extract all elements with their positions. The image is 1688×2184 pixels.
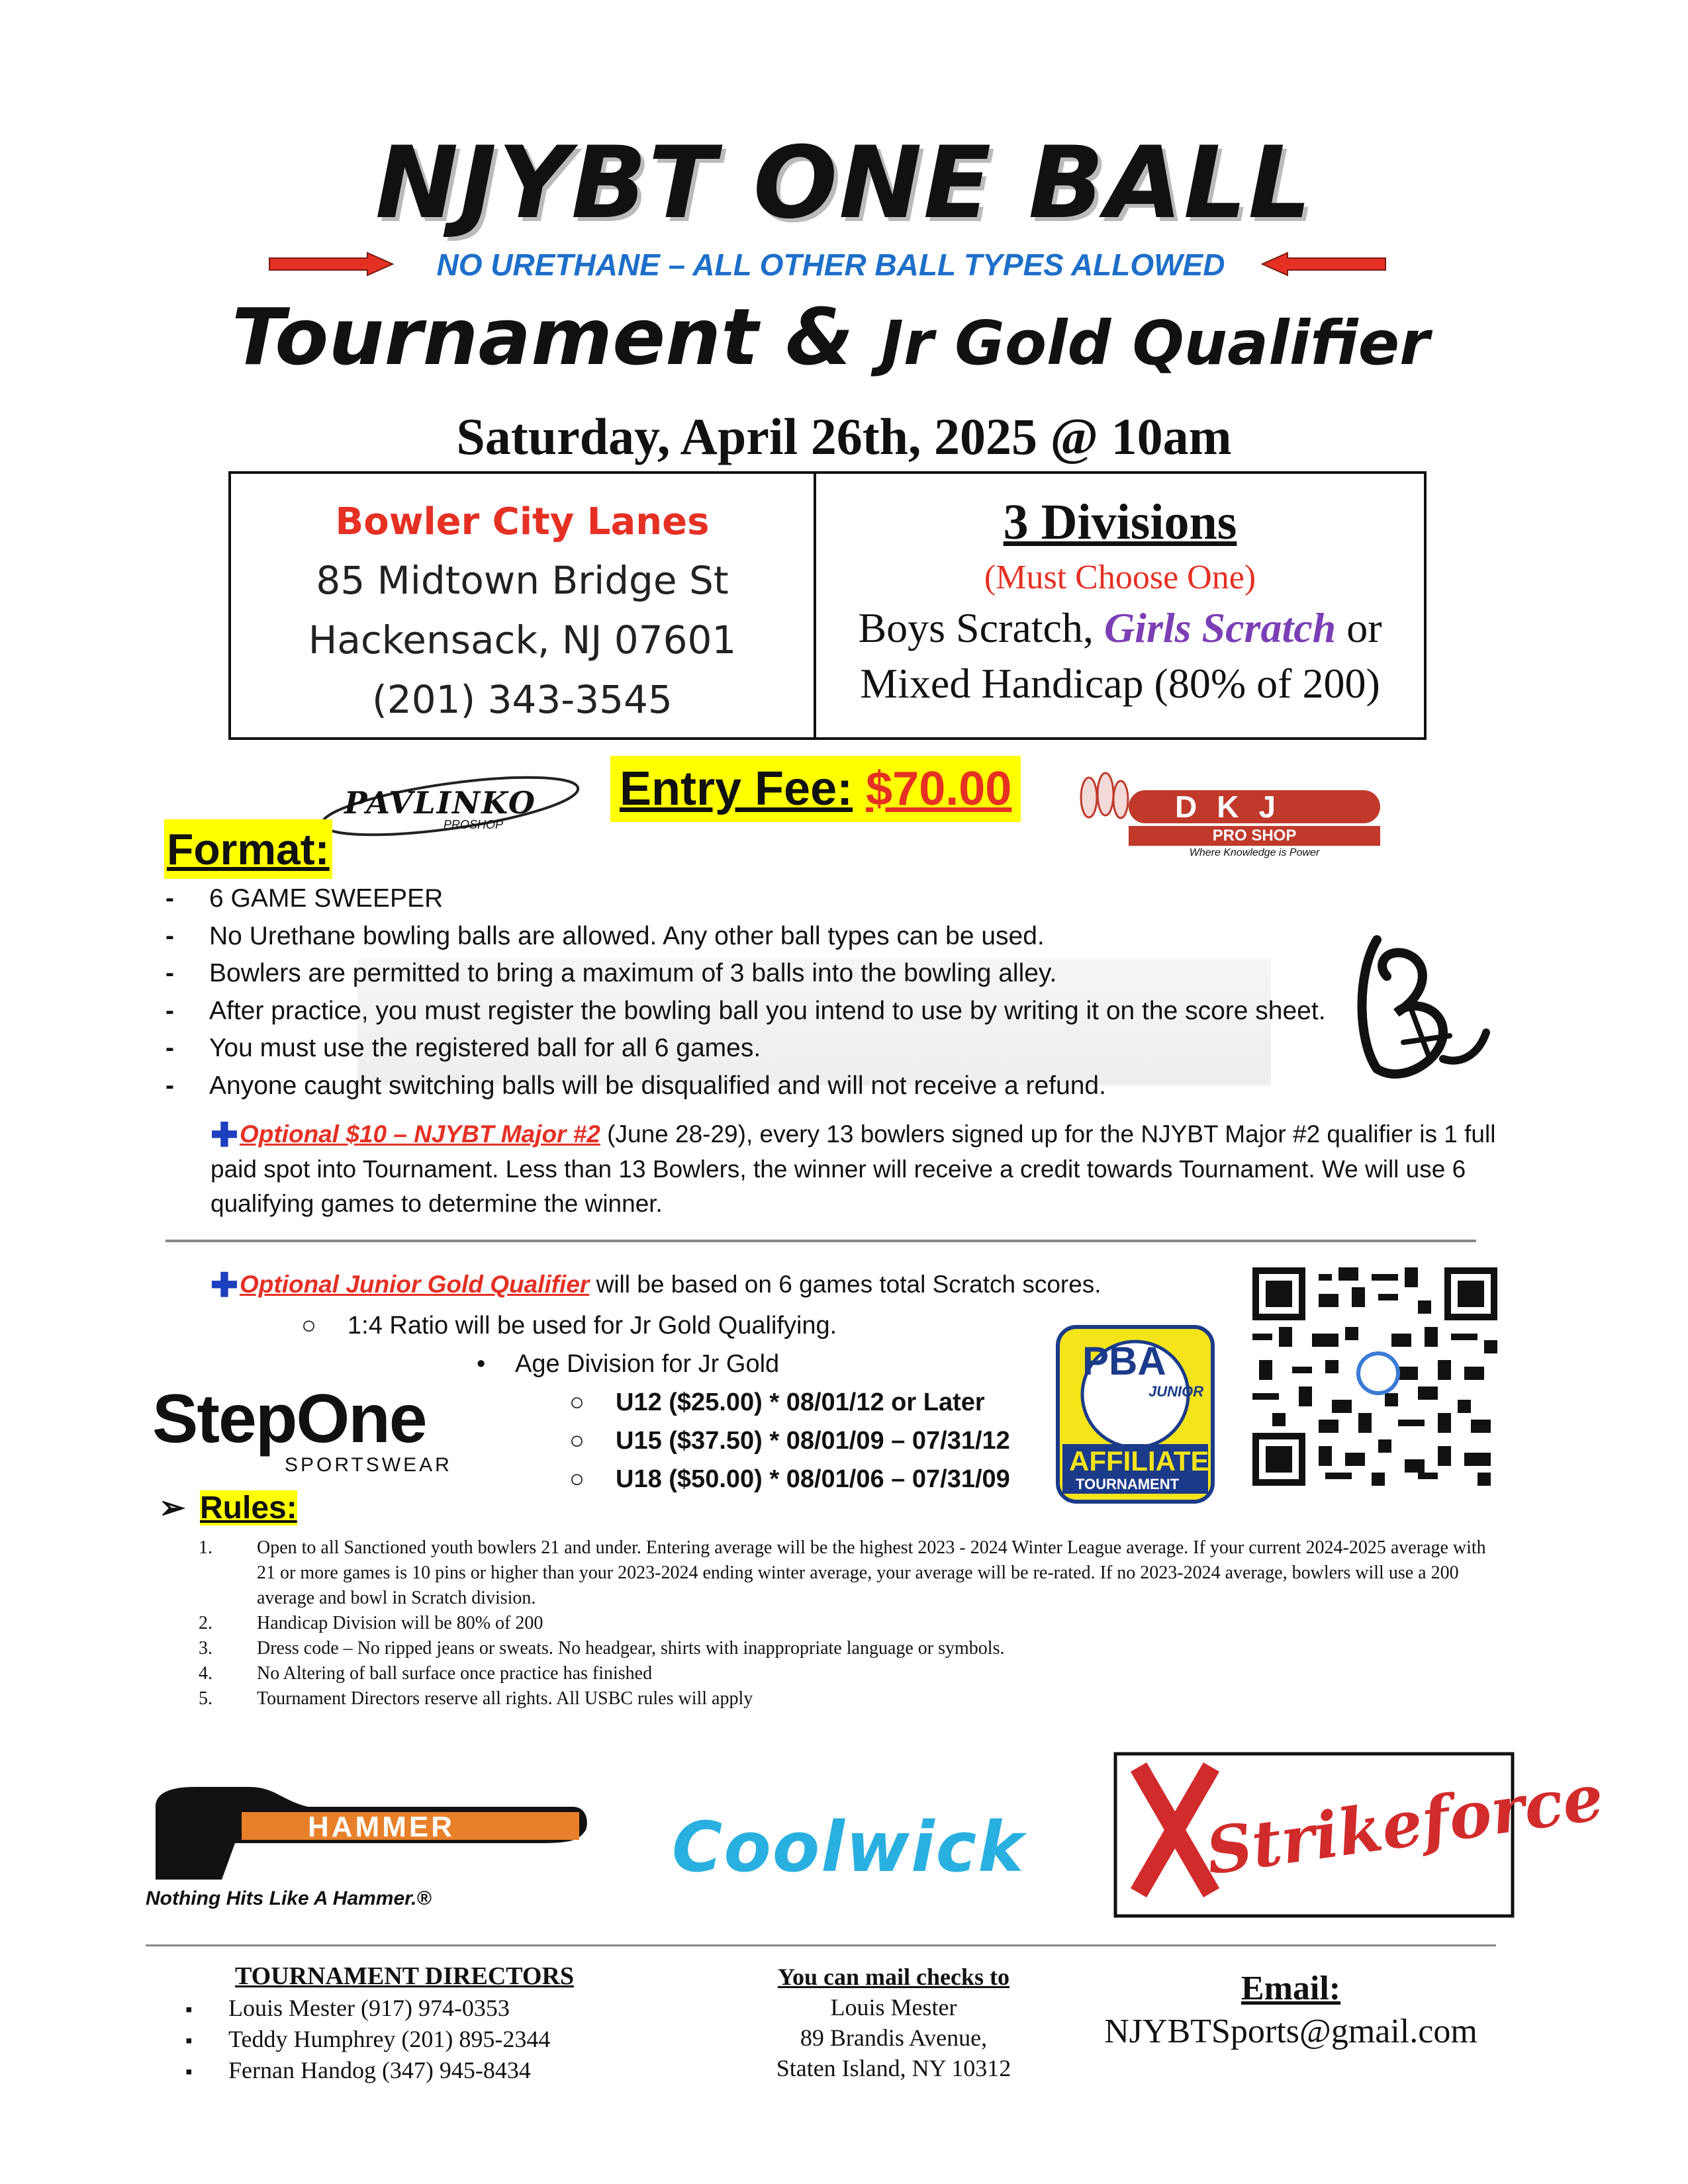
jg-ratio-text: 1:4 Ratio will be used for Jr Gold Qualifying. [348, 1312, 837, 1340]
rule-number: 4. [199, 1663, 212, 1684]
circle-bullet-icon: ○ [569, 1388, 585, 1416]
subtitle: NO URETHANE – ALL OTHER BALL TYPES ALLOWED [436, 248, 1225, 282]
coolwick-logo: Coolwick [672, 1807, 1025, 1888]
jg-age [477, 1345, 779, 1383]
dkj-sub: PRO SHOP [1129, 826, 1380, 846]
rule-text: Tournament Directors reserve all rights. All USBC rules will apply [257, 1688, 753, 1709]
qr-code[interactable] [1252, 1267, 1497, 1486]
entry-fee-label: Entry Fee: [620, 762, 853, 815]
pba-top: PBA [1082, 1339, 1166, 1383]
rule-number: 5. [199, 1688, 212, 1709]
email-heading: Email: [1241, 1970, 1341, 2007]
pba-logo [1056, 1325, 1215, 1504]
venue-panel [231, 474, 816, 737]
optional-jg-text: will be based on 6 games total Scratch scores. [589, 1271, 1102, 1298]
rule-text: No Altering of ball surface once practice has finished [257, 1663, 653, 1684]
mail-name: Louis Mester [830, 1994, 957, 2021]
rule-item [199, 1611, 1489, 1636]
jg-u15-text: U15 ($37.50) * 08/01/09 – 07/31/12 [616, 1427, 1010, 1455]
director-item: ▪ Teddy Humphrey (201) 895-2344 [185, 2025, 550, 2056]
hammer-tag: Nothing Hits Like A Hammer.® [146, 1888, 432, 1909]
rule-text: Handicap Division will be 80% of 200 [257, 1613, 543, 1633]
dkj-text: DKJ [1175, 790, 1296, 824]
format-item: - Bowlers are permitted to bring a maximum of 3 balls into the bowling alley. [165, 955, 1370, 993]
format-heading: Format: [164, 819, 332, 879]
rule-number: 3. [199, 1638, 212, 1659]
jg-ratio [301, 1306, 837, 1345]
pba-affiliate: AFFILIATE [1069, 1445, 1209, 1477]
divisions-panel [816, 474, 1424, 737]
division-mixed: Mixed Handicap (80% of 200) [860, 660, 1380, 707]
b4-logo [1331, 927, 1496, 1092]
event-date: Saturday, April 26th, 2025 @ 10am [456, 408, 1232, 465]
divisions-title: 3 Divisions [1003, 494, 1237, 550]
format-item: - Anyone caught switching balls will be disqualified and will not receive a refund. [165, 1068, 1370, 1105]
rule-number: 1. [199, 1537, 212, 1558]
mail-heading: You can mail checks to [778, 1964, 1009, 1990]
divisions-must: (Must Choose One) [984, 559, 1256, 596]
optional-jg [211, 1267, 1243, 1302]
jg-u15 [569, 1422, 1010, 1460]
jg-u18-text: U18 ($50.00) * 08/01/06 – 07/31/09 [616, 1465, 1010, 1493]
format-item: - After practice, you must register the bowling ball you intend to use by writing it on the score sheet. [165, 993, 1370, 1030]
mail-block [695, 1962, 1092, 2083]
venue-city: Hackensack, NJ 07601 [308, 617, 737, 662]
director-item: ▪ Fernan Handog (347) 945-8434 [185, 2056, 550, 2087]
directors-list [185, 1993, 550, 2087]
qr-code-icon [1252, 1267, 1497, 1486]
pavlinko-sub: PROSHOP [444, 818, 504, 831]
format-list [165, 880, 1370, 1105]
format-item: - 6 GAME SWEEPER [165, 880, 1370, 918]
bowling-pins-icon [1069, 768, 1135, 827]
rule-text: Open to all Sanctioned youth bowlers 21 and under. Entering average will be the highest 2023 - 2024 Winter League average. If your current 2024-2025 average with 21 or more games is 10 pins or higher than your 2023-2024 ending winter average, your average will be re-rated. If no 2023-2024 average, bowlers will use a 200 average and bowl in Scratch division. [257, 1537, 1486, 1608]
circle-bullet-icon: ○ [569, 1465, 585, 1493]
division-girls: Girls Scratch [1103, 604, 1336, 651]
plus-icon: ✚ [211, 1267, 238, 1304]
rules-heading [159, 1489, 297, 1526]
info-box [228, 471, 1427, 740]
entry-fee [610, 756, 1021, 822]
optional-major [211, 1117, 1501, 1221]
pavlinko-text: PAVLINKO [344, 785, 537, 821]
dot-bullet-icon: • [477, 1350, 486, 1378]
optional-major-text: (June 28-29), every 13 bowlers signed up for the NJYBT Major #2 qualifier is 1 full paid spot into Tournament. Less than 13 Bowlers, the winner will receive a credit towards Tournament. We will use 6 qualifying games to determine the winner. [211, 1120, 1496, 1217]
entry-fee-amount: $70.00 [866, 762, 1012, 815]
email-address[interactable]: NJYBTSports@gmail.com [1104, 2013, 1477, 2050]
division-or: or [1346, 604, 1382, 651]
rules-heading-text: Rules: [200, 1490, 297, 1525]
jg-u18 [569, 1460, 1010, 1498]
divisions-line-1 [816, 604, 1424, 653]
optional-jg-link[interactable]: Optional Junior Gold Qualifier [240, 1271, 590, 1298]
left-arrow-icon [1261, 251, 1387, 277]
rules-list [199, 1535, 1489, 1711]
jg-u12-text: U12 ($25.00) * 08/01/12 or Later [616, 1388, 985, 1416]
title2-small: Jr Gold Qualifier [880, 308, 1430, 379]
rule-item [199, 1535, 1489, 1611]
page-title: NJYBT ONE BALL [375, 126, 1313, 241]
venue-phone: (201) 343-3545 [372, 677, 673, 722]
stepone-logo [152, 1380, 496, 1479]
director-item: ▪ Louis Mester (917) 974-0353 [185, 1993, 550, 2025]
divider [146, 1944, 1496, 1946]
strikeforce-logo [1112, 1741, 1608, 1919]
subtitle-row [268, 245, 1393, 285]
rule-item [199, 1686, 1489, 1711]
plus-icon: ✚ [211, 1116, 238, 1154]
rule-item [199, 1661, 1489, 1686]
right-arrow-icon [268, 251, 394, 277]
pba-junior: JUNIOR [1149, 1383, 1204, 1400]
circle-bullet-icon: ○ [569, 1427, 585, 1455]
jg-u12 [569, 1383, 985, 1422]
dkj-logo [1069, 768, 1387, 864]
mail-city: Staten Island, NY 10312 [776, 2055, 1011, 2081]
strikeforce-text: Strikeforce [1201, 1759, 1608, 1889]
format-item: - No Urethane bowling balls are allowed. Any other ball types can be used. [165, 918, 1370, 956]
pavlinko-logo [318, 773, 583, 839]
division-boys: Boys Scratch, [858, 604, 1094, 651]
rule-text: Dress code – No ripped jeans or sweats. No headgear, shirts with inappropriate language or symbols. [257, 1638, 1005, 1659]
mail-street: 89 Brandis Avenue, [800, 2025, 988, 2051]
dkj-tag: Where Knowledge is Power [1189, 847, 1320, 858]
hammer-text: HAMMER [308, 1811, 455, 1843]
page-subtitle [232, 291, 1429, 383]
arrow-bullet-icon: ➢ [159, 1490, 186, 1525]
title2-main: Tournament & [232, 291, 854, 383]
stepone-sub: SPORTSWEAR [285, 1454, 452, 1476]
hammer-logo [142, 1780, 606, 1913]
divider [165, 1240, 1476, 1242]
stepone-text: StepOne [152, 1381, 426, 1457]
rule-number: 2. [199, 1613, 212, 1633]
optional-major-link[interactable]: Optional $10 – NJYBT Major #2 [240, 1120, 600, 1148]
rule-item [199, 1636, 1489, 1661]
directors-heading: TOURNAMENT DIRECTORS [235, 1962, 575, 1990]
circle-bullet-icon: ○ [301, 1312, 316, 1340]
venue-name: Bowler City Lanes [335, 500, 710, 543]
venue-street: 85 Midtown Bridge St [316, 558, 729, 603]
pba-tournament: TOURNAMENT [1076, 1476, 1180, 1492]
format-item: - You must use the registered ball for all 6 games. [165, 1030, 1370, 1068]
jg-age-text: Age Division for Jr Gold [515, 1350, 780, 1378]
